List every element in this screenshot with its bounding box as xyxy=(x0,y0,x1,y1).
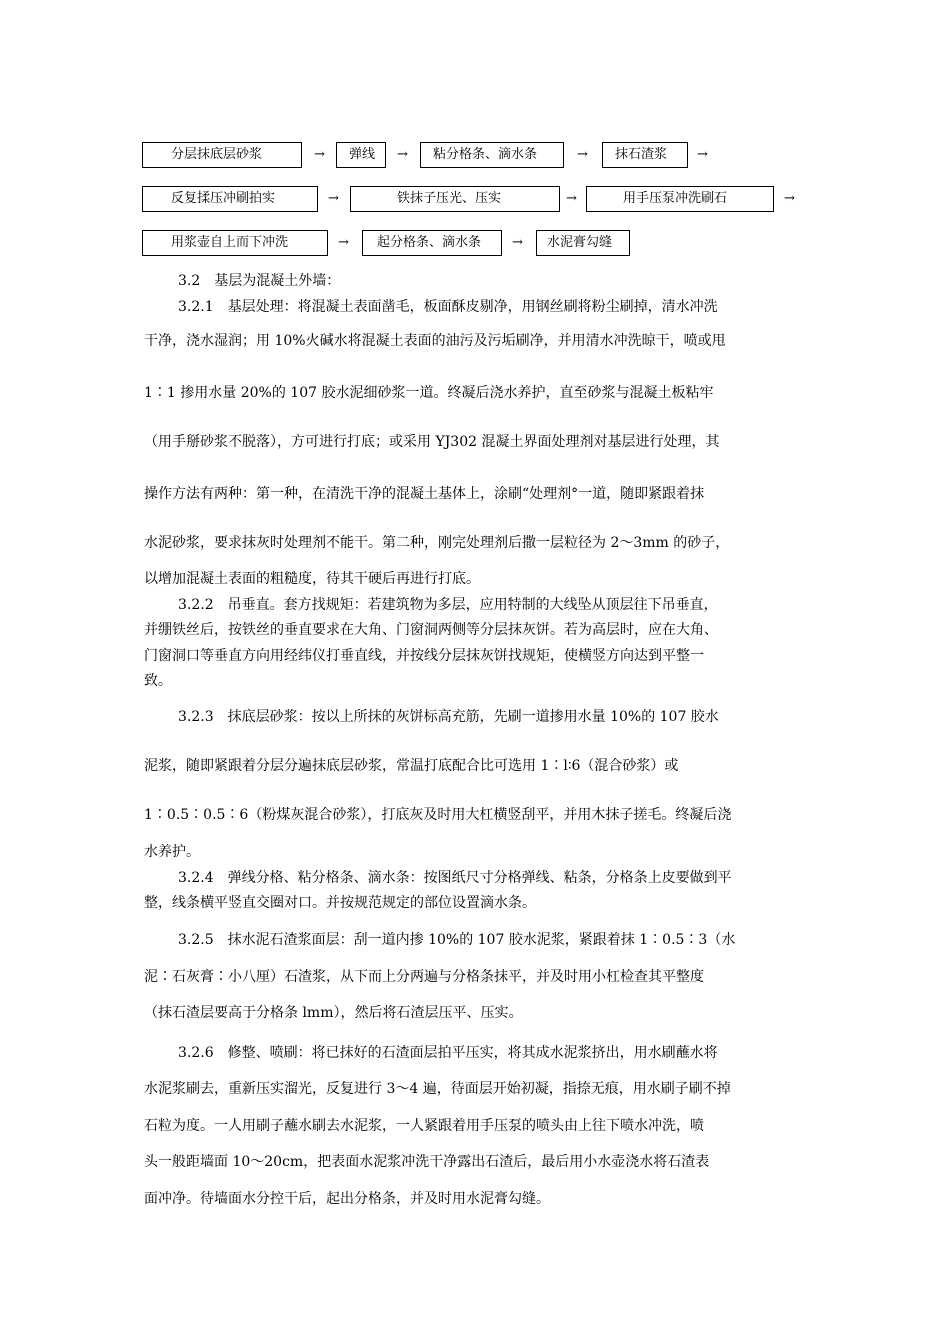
text-line: 干净，浇水湿润；用 10%火碱水将混凝土表面的油污及污垢刷净，并用清水冲洗晾干，喷或甩 xyxy=(144,333,726,349)
text-line: 泥浆，随即紧跟着分层分遍抹底层砂浆，常温打底配合比可选用 1∶l∶6（混合砂浆）或 xyxy=(144,758,679,774)
arrow-icon: → xyxy=(566,191,577,206)
arrow-icon: → xyxy=(397,147,408,162)
text-line: 3.2.3 抹底层砂浆：按以上所抹的灰饼标高充筋，先刷一道掺用水量 10%的 107 胶水 xyxy=(178,709,719,725)
arrow-icon: → xyxy=(328,191,339,206)
flow-step-7: 用手压泵冲洗刷石 xyxy=(586,186,774,212)
text-line: 面冲净。待墙面水分控干后，起出分格条，并及时用水泥膏勾缝。 xyxy=(144,1191,550,1207)
arrow-icon: → xyxy=(697,147,708,162)
text-line: 1∶0.5∶0.5∶6（粉煤灰混合砂浆），打底灰及时用大杠横竖刮平，并用木抹子搓毛。终凝后浇 xyxy=(144,807,732,823)
flow-step-6: 铁抹子压光、压实 xyxy=(350,186,560,212)
flow-step-2: 弹线 xyxy=(336,142,386,168)
section-heading-3-2: 3.2 基层为混凝土外墙： xyxy=(178,273,341,289)
text-line: 泥∶石灰膏∶小八厘）石渣浆，从下而上分两遍与分格条抹平，并及时用小杠检查其平整度 xyxy=(144,969,704,985)
flow-step-3: 粘分格条、滴水条 xyxy=(420,142,564,168)
text-line: 3.2.2 吊垂直。套方找规矩：若建筑物为多层，应用特制的大线坠从顶层往下吊垂直， xyxy=(178,597,718,613)
text-line: 头一般距墙面 10～20cm，把表面水泥浆冲洗干净露出石渣后，最后用小水壶浇水将石渣表 xyxy=(144,1154,710,1170)
text-line: 水泥浆刷去，重新压实溜光，反复进行 3～4 遍，待面层开始初凝，指捺无痕，用水刷子刷不掉 xyxy=(144,1081,731,1097)
text-line: 操作方法有两种：第一种，在清洗干净的混凝土基体上，涂刷“处理剂°一道，随即紧跟着抹 xyxy=(144,486,705,502)
arrow-icon: → xyxy=(338,235,349,250)
text-line: 致。 xyxy=(144,673,172,689)
text-line: 3.2.5 抹水泥石渣浆面层：刮一道内掺 10%的 107 胶水泥浆，紧跟着抹 1∶0.5∶3（水 xyxy=(178,932,736,948)
arrow-icon: → xyxy=(784,191,795,206)
text-line: 3.2.6 修整、喷刷：将已抹好的石渣面层拍平压实，将其成水泥浆挤出，用水刷蘸水将 xyxy=(178,1045,718,1061)
text-line: 水养护。 xyxy=(144,844,200,860)
arrow-icon: → xyxy=(577,147,588,162)
arrow-icon: → xyxy=(512,235,523,250)
text-line: 并绷铁丝后，按铁丝的垂直要求在大角、门窗洞两侧等分层抹灰饼。若为高层时，应在大角、 xyxy=(144,622,718,638)
text-line: 以增加混凝土表面的粗糙度，待其干硬后再进行打底。 xyxy=(144,571,480,587)
flow-step-9: 起分格条、滴水条 xyxy=(362,230,502,256)
text-line: 3.2.1 基层处理：将混凝土表面凿毛，板面酥皮剔净，用钢丝刷将粉尘刷掉，清水冲洗 xyxy=(178,299,718,315)
flow-step-4: 抹石渣浆 xyxy=(602,142,688,168)
arrow-icon: → xyxy=(314,147,325,162)
text-line: 水泥砂浆，要求抹灰时处理剂不能干。第二种，刚完处理剂后撒一层粒径为 2～3mm 的砂子， xyxy=(144,535,730,551)
text-line: 门窗洞口等垂直方向用经纬仪打垂直线，并按线分层抹灰饼找规矩，使横竖方向达到平整一 xyxy=(144,648,704,664)
text-line: （抹石渣层要高于分格条 lmm），然后将石渣层压平、压实。 xyxy=(144,1005,523,1021)
flow-step-5: 反复揉压冲刷拍实 xyxy=(142,186,318,212)
text-line: 1∶1 掺用水量 20%的 107 胶水泥细砂浆一道。终凝后浇水养护，直至砂浆与混凝土板粘牢 xyxy=(144,385,714,401)
flow-step-8: 用浆壶自上而下冲洗 xyxy=(142,230,328,256)
text-line: 石粒为度。一人用刷子蘸水刷去水泥浆，一人紧跟着用手压泵的喷头由上往下喷水冲洗，喷 xyxy=(144,1118,704,1134)
text-line: 3.2.4 弹线分格、粘分格条、滴水条：按图纸尺寸分格弹线、粘条，分格条上皮要做到平 xyxy=(178,870,732,886)
flow-step-10: 水泥膏勾缝 xyxy=(536,230,630,256)
text-line: 整，线条横平竖直交圈对口。并按规范规定的部位设置滴水条。 xyxy=(144,895,536,911)
text-line: （用手掰砂浆不脱落），方可进行打底；或采用 YJ302 混凝土界面处理剂对基层进行处理，其 xyxy=(144,434,720,450)
flow-step-1: 分层抹底层砂浆 xyxy=(142,142,302,168)
